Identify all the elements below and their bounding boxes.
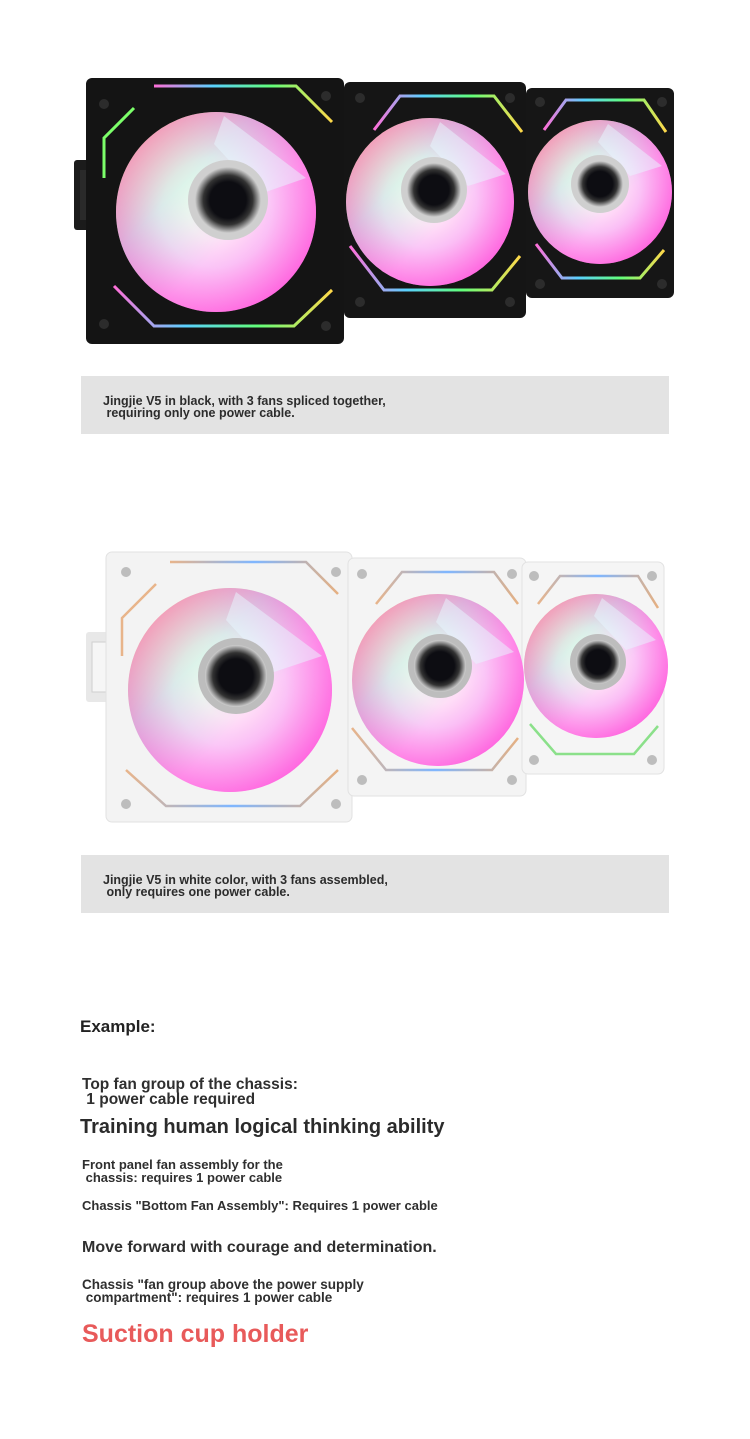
example-line-training: Training human logical thinking ability: [80, 1116, 445, 1138]
example-line-front-panel: Front panel fan assembly for the chassis: requires 1 power cable: [82, 1157, 283, 1185]
example-line-top-fan: Top fan group of the chassis: 1 power cable required: [82, 1076, 298, 1108]
example-line-move-forward: Move forward with courage and determination.: [82, 1239, 437, 1256]
white-fans-caption-text: Jingjie V5 in white color, with 3 fans assembled, only requires one power cable.: [103, 873, 388, 899]
black-fan-panel-image: [74, 74, 680, 350]
black-fans-caption: [81, 376, 669, 434]
example-heading: Example:: [80, 1017, 156, 1036]
white-fans-caption: [81, 855, 669, 913]
example-line-psu-fan: Chassis "fan group above the power supply compartment": requires 1 power cable: [82, 1277, 364, 1305]
black-fans-caption-text: Jingjie V5 in black, with 3 fans spliced together, requiring only one power cable.: [103, 394, 386, 420]
example-line-suction-cup: Suction cup holder: [82, 1320, 309, 1348]
example-line-bottom-fan: Chassis "Bottom Fan Assembly": Requires 1 power cable: [82, 1198, 438, 1213]
white-fan-panel-image: [86, 548, 668, 824]
